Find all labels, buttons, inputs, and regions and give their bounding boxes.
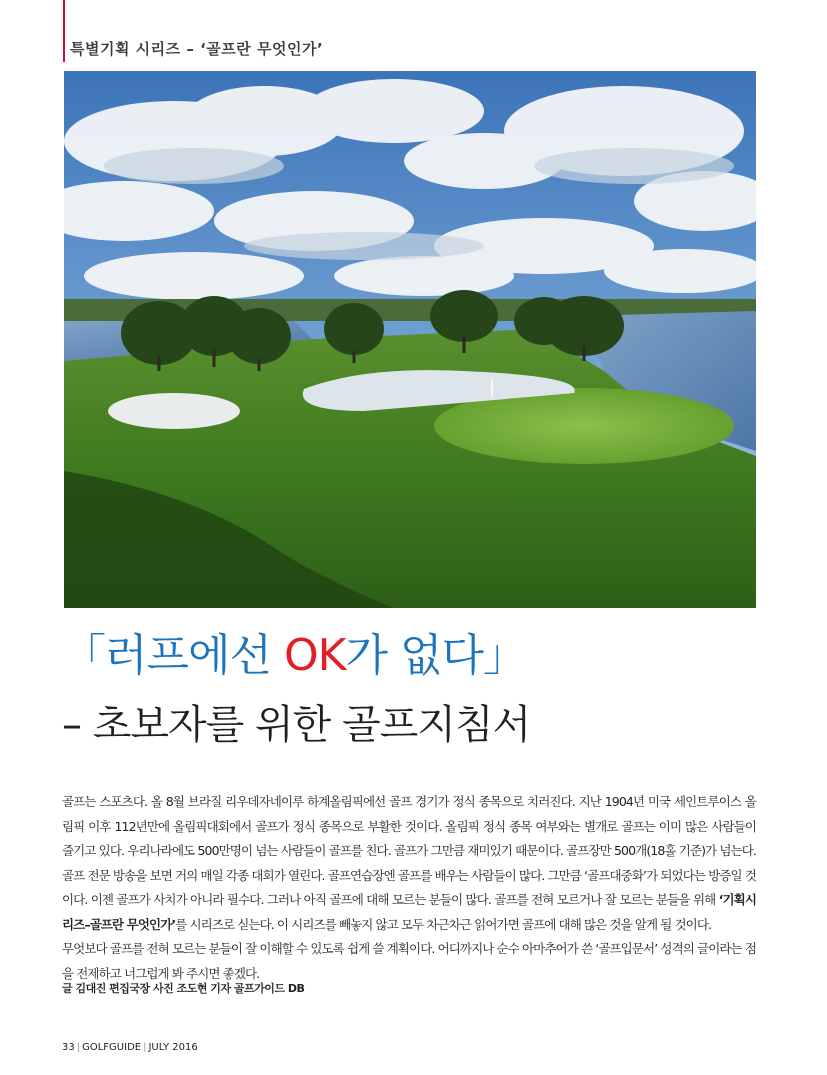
- headline: [62, 626, 526, 686]
- byline-credit: 글 김대진 편집국장 사진 조도현 기자 골프가이드 DB: [62, 982, 305, 995]
- section-rule: [63, 0, 65, 62]
- paragraph-1-text-b: 를 시리즈로 싣는다. 이 시리즈를 빼놓지 않고 모두 차근차근 읽어가면 골프에 대해 많은 것을 알게 될 것이다.: [175, 916, 712, 932]
- subheadline: – 초보자를 위한 골프지침서: [62, 702, 531, 748]
- article-body: [62, 790, 756, 986]
- paragraph-1: [62, 790, 756, 937]
- landscape-image: [64, 71, 756, 608]
- paragraph-1-text-a: 골프는 스포츠다. 올 8월 브라질 리우데자네이루 하계올림픽에선 골프 경기가 정식 종목으로 치러진다. 지난 1904년 미국 세인트루이스 올림픽 이후 112년만에 올림픽대회에서 골프가 정식 종목으로 부활한 것이다. 올림픽 정식 종목 여부와는 별개로 골프는 이미 많은 사람들이 즐기고 있다. 우리나라에도 500만명이 넘는 사람들이 골프를 친다. 골프가 그만큼 재미있기 때문이다. 골프장만 500개(18홀 기준)가 넘는다. 골프 전문 방송을 보면 거의 매일 각종 대회가 열린다. 골프연습장엔 골프를 배우는 사람들이 많다. 그만큼 ‘골프대중화’가 되었다는 방증일 것이다. 이젠 골프가 사치가 아니라 필수다. 그러나 아직 골프에 대해 모르는 분들이 많다. 골프를 전혀 모르거나 잘 모르는 분들을 위해: [62, 794, 756, 907]
- paragraph-2: 무엇보다 골프를 전혀 모르는 분들이 잘 이해할 수 있도록 쉽게 쓸 계획이다. 어디까지나 순수 아마추어가 쓴 ‘골프입문서’ 성격의 글이라는 점을 전제하고 너그럽게 봐 주시면 좋겠다.: [62, 941, 756, 981]
- issue-date: JULY 2016: [148, 1042, 198, 1053]
- footer-divider: |: [76, 1042, 81, 1053]
- headline-close: 가 없다」: [345, 630, 527, 681]
- headline-open: 「러프에선: [62, 630, 285, 681]
- series-title-bold: ‘기획시리즈–골프란 무엇인가’: [62, 892, 756, 932]
- page-footer: [62, 1042, 198, 1053]
- headline-highlight: OK: [284, 630, 346, 681]
- series-heading: 특별기획 시리즈 – ‘골프란 무엇인가’: [70, 40, 324, 58]
- golf-course-photo: [64, 71, 756, 608]
- page-number: 33: [62, 1042, 75, 1053]
- footer-divider: |: [143, 1042, 147, 1053]
- magazine-name: GOLFGUIDE: [82, 1042, 142, 1053]
